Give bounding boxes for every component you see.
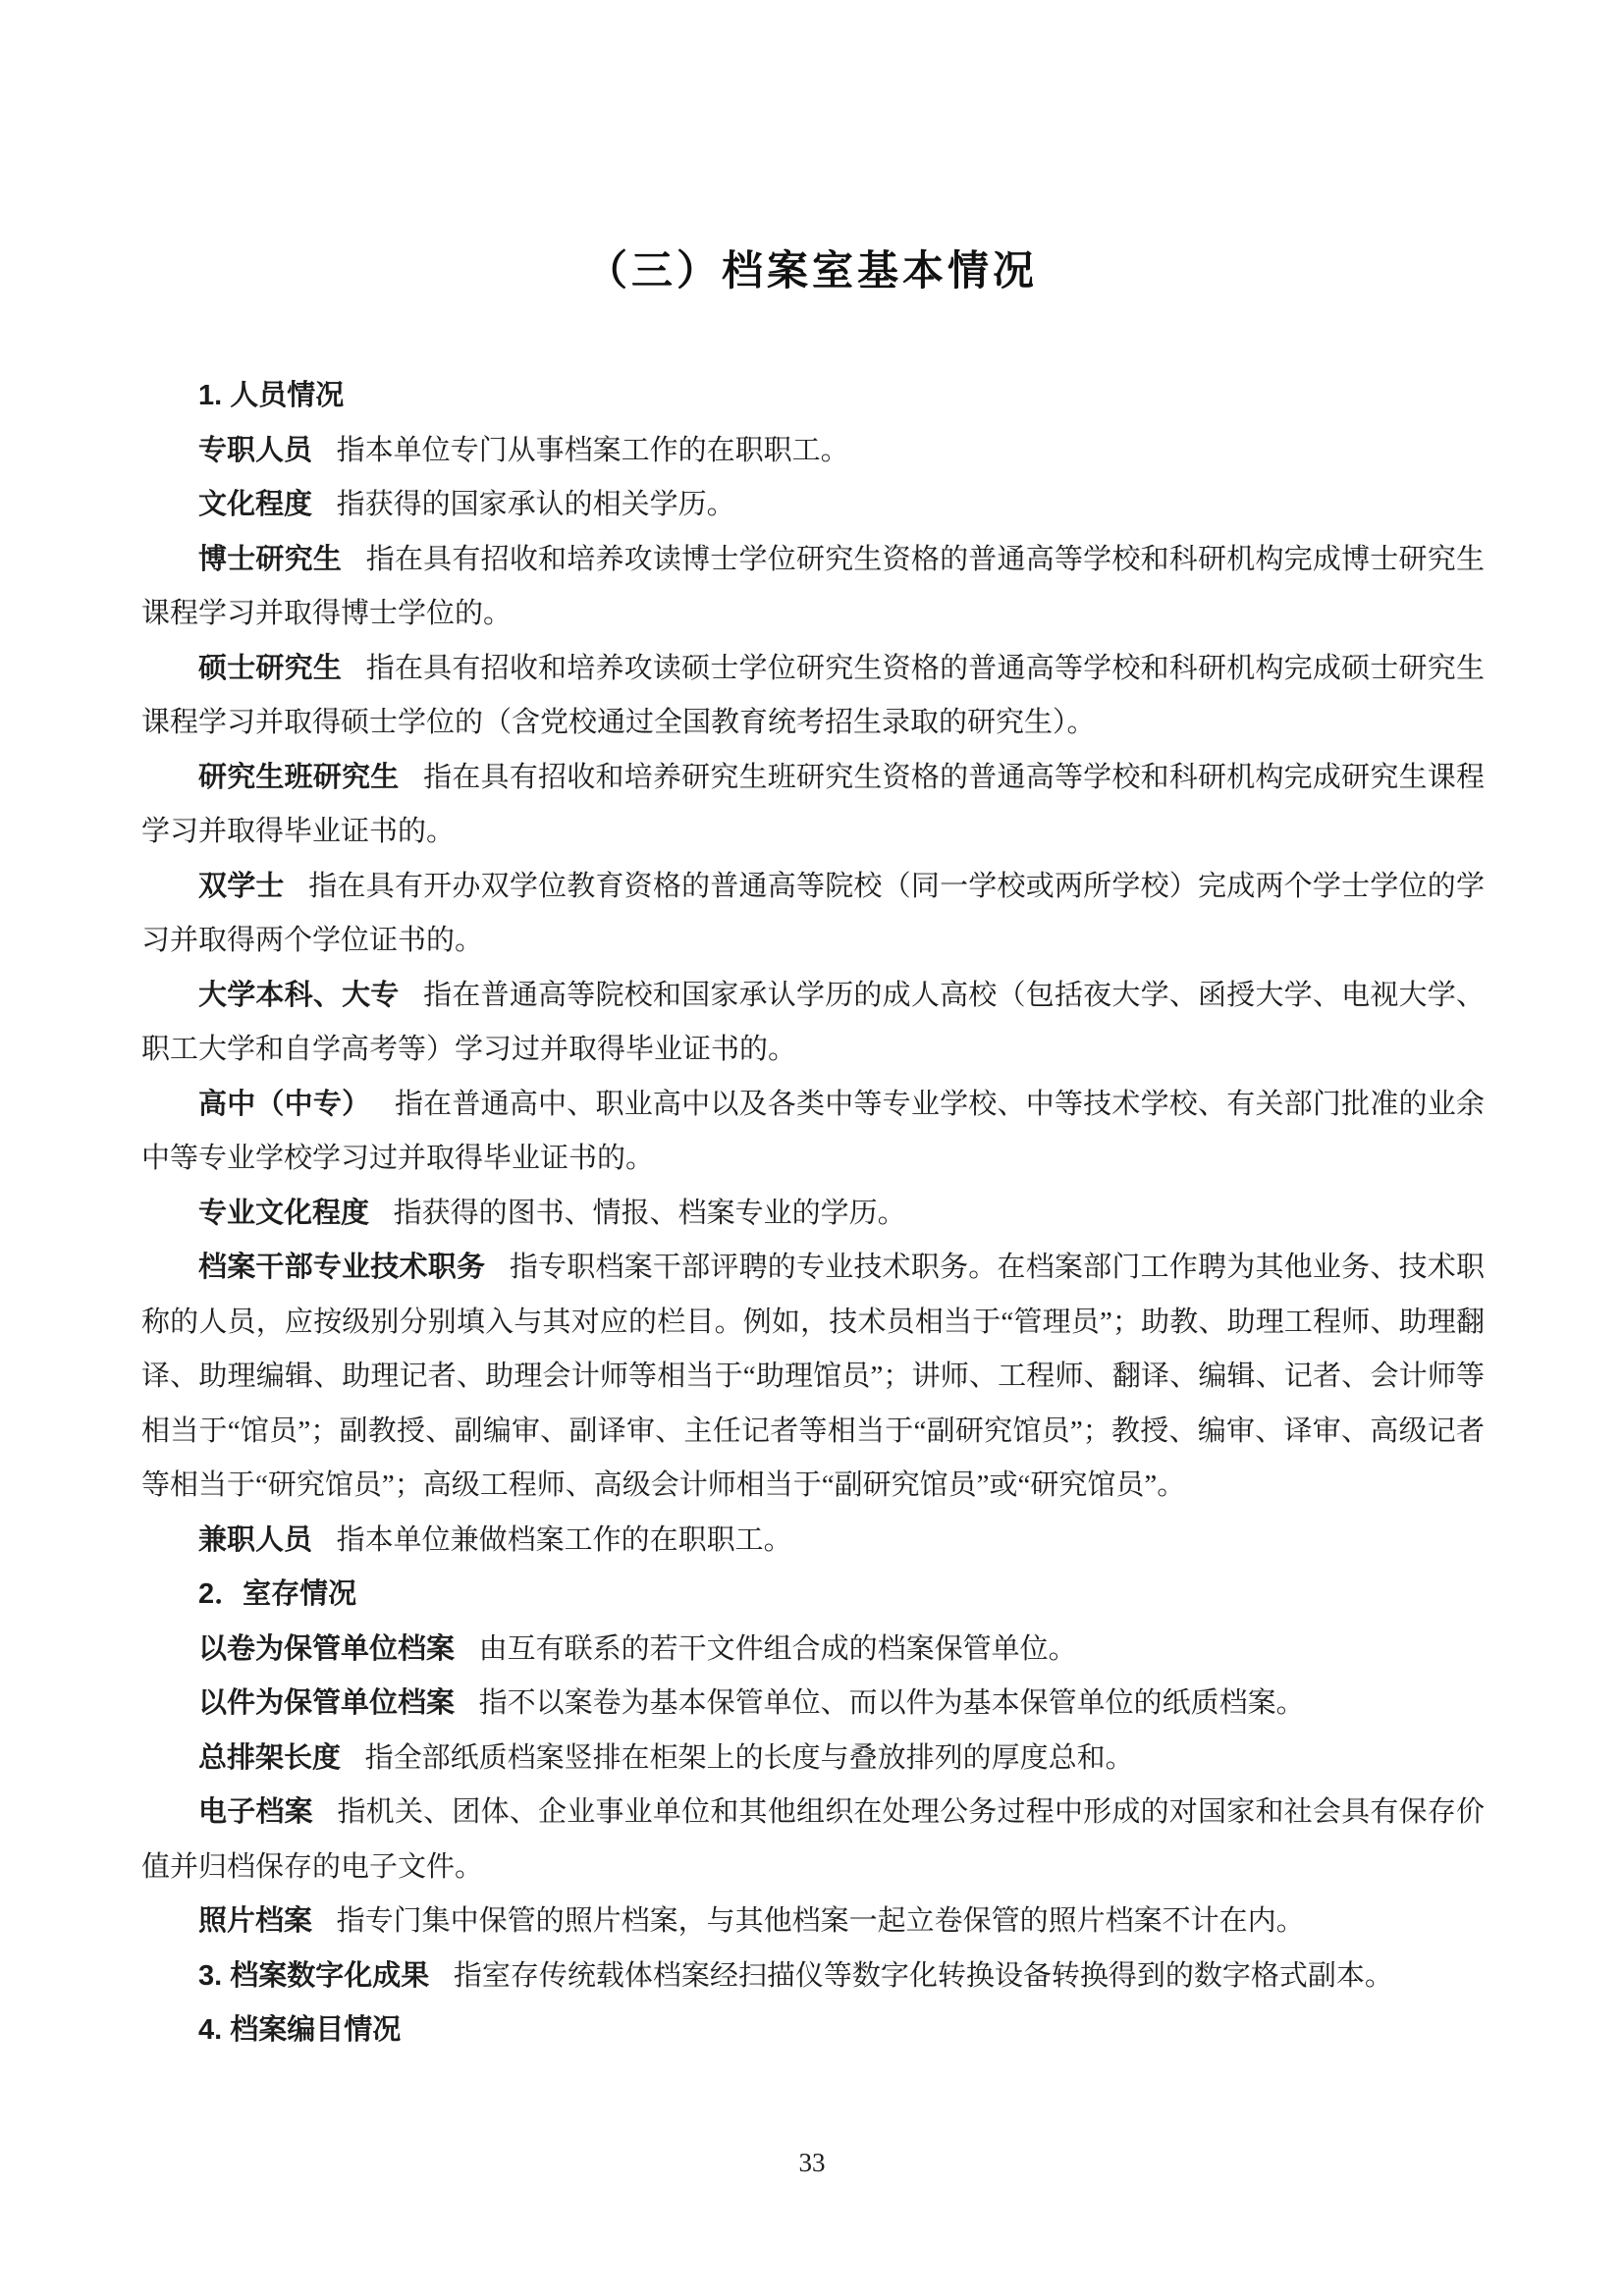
definition-paragraph xyxy=(141,478,1485,533)
term-definition: 指室存传统载体档案经扫描仪等数字化转换设备转换得到的数字格式副本。 xyxy=(453,1959,1393,1992)
definition-paragraph xyxy=(141,1786,1485,1895)
definition-paragraph xyxy=(141,1187,1485,1242)
term-definition: 指本单位兼做档案工作的在职职工。 xyxy=(336,1523,792,1556)
term-label: 硕士研究生 xyxy=(198,652,343,684)
term-definition: 指本单位专门从事档案工作的在职职工。 xyxy=(336,434,849,466)
term-label: 总排架长度 xyxy=(198,1741,342,1774)
term-label: 以件为保管单位档案 xyxy=(198,1687,456,1719)
term-label: 兼职人员 xyxy=(198,1523,313,1556)
section-heading xyxy=(141,2003,1485,2058)
definition-paragraph xyxy=(141,751,1485,860)
term-definition: 指在普通高等院校和国家承认学历的成人高校（包括夜大学、函授大学、电视大学、职工大学和自学高考等）学习过并取得毕业证书的。 xyxy=(141,979,1485,1065)
definition-paragraph xyxy=(141,1514,1485,1569)
term-label: 专职人员 xyxy=(198,434,313,466)
term-label: 以卷为保管单位档案 xyxy=(198,1632,456,1665)
term-label: 大学本科、大专 xyxy=(198,979,400,1011)
section-heading xyxy=(141,1568,1485,1623)
document-body xyxy=(141,369,1485,2058)
definition-paragraph xyxy=(141,1732,1485,1787)
term-label: 档案干部专业技术职务 xyxy=(198,1252,486,1283)
heading-label: 1. 人员情况 xyxy=(198,380,345,411)
term-label: 高中（中专） xyxy=(198,1088,371,1120)
term-label: 博士研究生 xyxy=(198,543,343,575)
term-definition: 指获得的国家承认的相关学历。 xyxy=(336,489,735,520)
term-definition: 指获得的图书、情报、档案专业的学历。 xyxy=(393,1197,906,1229)
definition-paragraph xyxy=(141,1078,1485,1187)
page-title: （三）档案室基本情况 xyxy=(585,249,1038,294)
definition-paragraph xyxy=(141,533,1485,642)
term-definition: 指不以案卷为基本保管单位、而以件为基本保管单位的纸质档案。 xyxy=(478,1687,1305,1719)
page-number: 33 xyxy=(798,2148,826,2177)
term-definition: 指专职档案干部评聘的专业技术职务。在档案部门工作聘为其他业务、技术职称的人员，应按级别分别填入与其对应的栏目。例如，技术员相当于“管理员”；助教、助理工程师、助理翻译、助理编辑、助理记者、助理会计师等相当于“助理馆员”；讲师、工程师、翻译、编辑、记者、会计师等相当于“馆员”；副教授、副编审、副译审、主任记者等相当于“副研究馆员”；教授、编审、译审、高级记者等相当于“研究馆员”；高级工程师、高级会计师相当于“副研究馆员”或“研究馆员”。 xyxy=(141,1252,1485,1501)
term-definition: 指专门集中保管的照片档案，与其他档案一起立卷保管的照片档案不计在内。 xyxy=(336,1905,1305,1937)
definition-paragraph xyxy=(141,424,1485,479)
definition-paragraph xyxy=(141,642,1485,751)
term-definition: 指在具有招收和培养攻读硕士学位研究生资格的普通高等学校和科研机构完成硕士研究生课程学习并取得硕士学位的（含党校通过全国教育统考招生录取的研究生）。 xyxy=(141,652,1485,738)
heading-label: 4. 档案编目情况 xyxy=(198,2014,402,2046)
term-definition: 指在普通高中、职业高中以及各类中等专业学校、中等技术学校、有关部门批准的业余中等专业学校学习过并取得毕业证书的。 xyxy=(141,1088,1485,1174)
definition-paragraph xyxy=(141,1241,1485,1514)
definition-paragraph xyxy=(141,1677,1485,1732)
definition-paragraph xyxy=(141,1623,1485,1678)
term-definition: 指全部纸质档案竖排在柜架上的长度与叠放排列的厚度总和。 xyxy=(364,1741,1134,1774)
definition-paragraph xyxy=(141,1895,1485,1949)
term-definition: 指在具有招收和培养研究生班研究生资格的普通高等学校和科研机构完成研究生课程学习并取得毕业证书的。 xyxy=(141,761,1485,847)
term-definition: 指在具有开办双学位教育资格的普通高等院校（同一学校或两所学校）完成两个学士学位的学习并取得两个学位证书的。 xyxy=(141,870,1485,956)
term-definition: 指机关、团体、企业事业单位和其他组织在处理公务过程中形成的对国家和社会具有保存价值并归档保存的电子文件。 xyxy=(141,1796,1485,1883)
definition-paragraph xyxy=(141,860,1485,969)
term-label: 专业文化程度 xyxy=(198,1197,370,1229)
term-label: 电子档案 xyxy=(198,1796,313,1828)
term-label: 文化程度 xyxy=(198,489,313,520)
term-definition: 由互有联系的若干文件组合成的档案保管单位。 xyxy=(478,1632,1077,1665)
section-heading xyxy=(141,369,1485,424)
term-label: 研究生班研究生 xyxy=(198,761,400,793)
term-label: 双学士 xyxy=(198,870,285,902)
term-label: 3. 档案数字化成果 xyxy=(198,1959,430,1992)
definition-paragraph xyxy=(141,969,1485,1078)
term-definition: 指在具有招收和培养攻读博士学位研究生资格的普通高等学校和科研机构完成博士研究生课程学习并取得博士学位的。 xyxy=(141,543,1485,629)
definition-paragraph xyxy=(141,1949,1485,2004)
heading-label: 2．室存情况 xyxy=(198,1578,357,1610)
term-label: 照片档案 xyxy=(198,1905,313,1937)
